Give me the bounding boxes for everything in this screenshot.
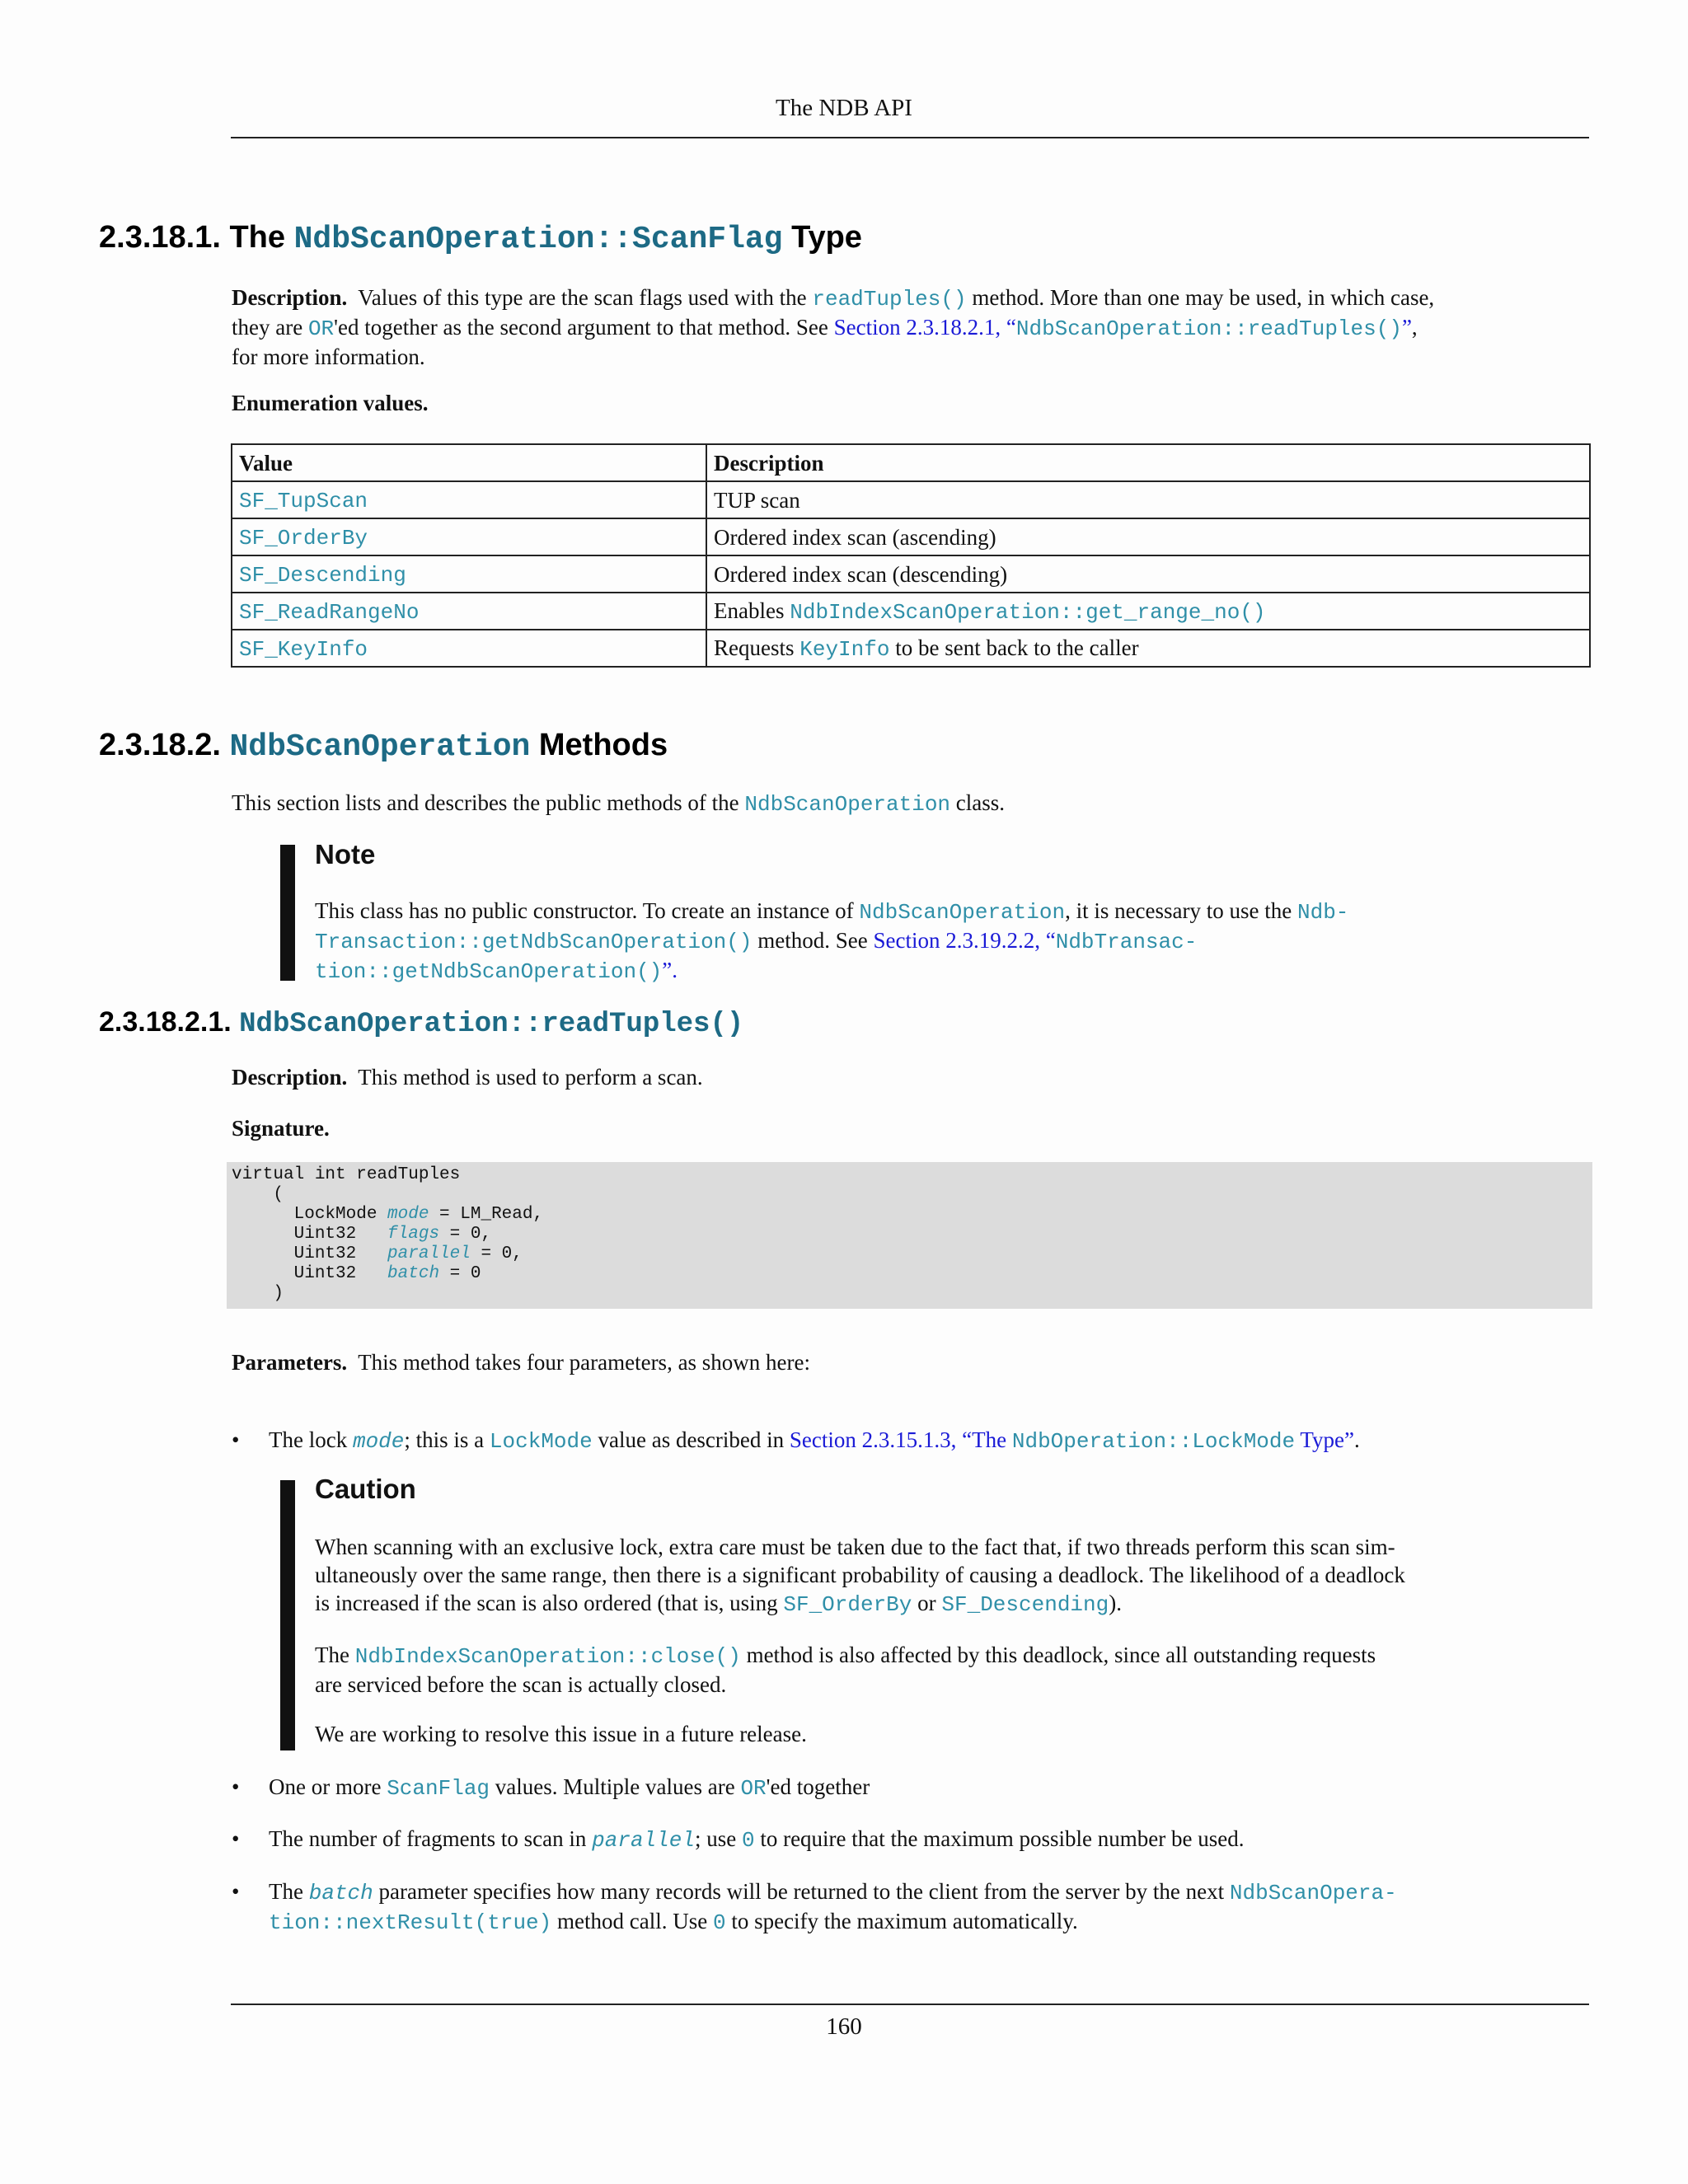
header-rule xyxy=(231,137,1589,138)
code-method: NdbScanOpera- xyxy=(1229,1881,1397,1905)
caution-bar xyxy=(280,1480,295,1750)
enum-description: to be sent back to the caller xyxy=(895,635,1139,660)
table-header-row xyxy=(232,444,1590,481)
code-class: NdbScanOperation xyxy=(744,792,951,817)
bullet: • xyxy=(232,1774,240,1799)
note-title: Note xyxy=(315,839,376,869)
code-method: NdbIndexScanOperation::close() xyxy=(354,1644,741,1669)
text: or xyxy=(917,1591,936,1615)
text: are serviced before the scan is actually closed. xyxy=(315,1672,727,1697)
parameters-label: Parameters. xyxy=(232,1350,348,1375)
caution-para-1 xyxy=(315,1533,1535,1619)
text: ; this is a xyxy=(404,1427,485,1452)
code-line: ( xyxy=(232,1185,284,1204)
signature-code-block xyxy=(227,1162,1592,1309)
text: for more information. xyxy=(232,344,425,369)
text: to require that the maximum possible number be used. xyxy=(760,1826,1245,1851)
code-or: OR xyxy=(740,1776,767,1801)
text: is increased if the scan is also ordered (that is, using xyxy=(315,1591,778,1615)
caution-title: Caution xyxy=(315,1474,416,1504)
text: . xyxy=(1353,1427,1360,1452)
bullet: • xyxy=(232,1879,240,1904)
text: When scanning with an exclusive lock, extra care must be taken due to the fact that, if two threads perform this scan sim- xyxy=(315,1535,1395,1559)
param-item-flags xyxy=(269,1773,1587,1802)
link-text: ” xyxy=(1401,315,1412,340)
bullet: • xyxy=(232,1826,240,1851)
note-body xyxy=(315,897,1535,986)
param-name: batch xyxy=(387,1264,440,1283)
section-heading-scanflag xyxy=(99,218,862,260)
code-flag: SF_Descending xyxy=(941,1592,1109,1617)
text: This class has no public constructor. To create an instance of xyxy=(315,898,854,923)
param-item-parallel xyxy=(269,1825,1587,1854)
caution-para-3: We are working to resolve this issue in a future release. xyxy=(315,1722,807,1746)
code-value: 0 xyxy=(712,1910,726,1935)
heading-code: NdbScanOperation::readTuples() xyxy=(239,1009,744,1040)
code-line: virtual int readTuples xyxy=(232,1165,461,1184)
text: 'ed together xyxy=(766,1774,870,1799)
signature-label: Signature. xyxy=(232,1116,330,1141)
link-text: Section 2.3.15.1.3, “The xyxy=(789,1427,1007,1452)
text: 'ed together as the second argument to that method. See xyxy=(334,315,828,340)
note-bar xyxy=(280,845,295,981)
text: This method is used to perform a scan. xyxy=(358,1065,703,1090)
section-link-lockmode[interactable] xyxy=(790,1427,1354,1452)
caution-para-2 xyxy=(315,1641,1535,1699)
text: value as described in xyxy=(598,1427,785,1452)
enum-value[interactable]: SF_KeyInfo xyxy=(239,636,368,662)
table-row xyxy=(232,630,1590,667)
text: method call. Use xyxy=(557,1909,708,1933)
code-rest: = 0, xyxy=(439,1225,492,1244)
code-value: 0 xyxy=(741,1828,755,1853)
param-name: parallel xyxy=(592,1828,695,1853)
link-text: Section 2.3.18.2.1, “ xyxy=(833,315,1016,340)
enum-description: Ordered index scan (descending) xyxy=(714,561,1008,587)
code-rest: = 0 xyxy=(439,1264,481,1283)
section-heading-methods xyxy=(99,725,668,767)
link-text: Type” xyxy=(1300,1427,1354,1452)
link-text: ”. xyxy=(662,958,678,982)
link-code: NdbScanOperation::readTuples() xyxy=(1015,316,1402,341)
readtuples-description xyxy=(232,1063,1590,1091)
text: This method takes four parameters, as shown here: xyxy=(358,1350,811,1375)
enum-description: Ordered index scan (ascending) xyxy=(714,524,996,550)
section-heading-readtuples xyxy=(99,1004,743,1043)
text: The xyxy=(269,1879,303,1904)
param-name: flags xyxy=(387,1225,440,1244)
code-method: Ndb- xyxy=(1297,900,1349,925)
code-method: Transaction::getNdbScanOperation() xyxy=(315,930,753,954)
enum-value[interactable]: SF_OrderBy xyxy=(239,525,368,551)
footer-rule xyxy=(231,2004,1589,2005)
text: This section lists and describes the public methods of the xyxy=(232,790,739,815)
param-name: mode xyxy=(352,1429,405,1454)
parameters-intro xyxy=(232,1348,1590,1376)
enum-value[interactable]: SF_TupScan xyxy=(239,488,368,513)
column-header-description: Description xyxy=(706,444,1590,481)
code-type: ScanFlag xyxy=(387,1776,490,1801)
text: ). xyxy=(1109,1591,1122,1615)
description-label: Description. xyxy=(232,1065,348,1090)
heading-text: Methods xyxy=(538,728,668,762)
description-label: Description. xyxy=(232,285,348,310)
text: The number of fragments to scan in xyxy=(269,1826,587,1851)
param-name: batch xyxy=(308,1881,373,1905)
enum-description-code[interactable]: NdbIndexScanOperation::get_range_no() xyxy=(790,599,1266,625)
enum-description: Enables xyxy=(714,598,785,623)
enum-values-table xyxy=(231,443,1591,668)
code-type: Uint32 xyxy=(232,1225,388,1244)
link-code: tion::getNdbScanOperation() xyxy=(315,959,663,984)
code-type: LockMode xyxy=(232,1205,388,1224)
param-item-batch xyxy=(269,1877,1587,1937)
code-readtuples: readTuples() xyxy=(812,287,967,312)
text: The xyxy=(315,1643,349,1667)
text: method. More than one may be used, in which case, xyxy=(972,285,1435,310)
link-code: NdbTransac- xyxy=(1055,930,1198,954)
code-class: NdbScanOperation xyxy=(859,900,1066,925)
enum-value[interactable]: SF_Descending xyxy=(239,562,406,588)
param-name: parallel xyxy=(387,1244,471,1263)
code-rest: = 0, xyxy=(470,1244,523,1263)
text: The lock xyxy=(269,1427,348,1452)
text: ; use xyxy=(694,1826,737,1851)
heading-code: NdbScanOperation xyxy=(229,729,531,765)
param-name: mode xyxy=(387,1205,429,1224)
code-or: OR xyxy=(307,316,335,341)
page-number: 160 xyxy=(826,2013,862,2040)
text: , xyxy=(1411,315,1418,340)
param-item-mode xyxy=(269,1426,1587,1455)
code-type: LockMode xyxy=(489,1429,593,1454)
enum-description: Requests xyxy=(714,635,795,660)
text: , it is necessary to use the xyxy=(1065,898,1292,923)
code-type: Uint32 xyxy=(232,1264,388,1283)
enum-description: TUP scan xyxy=(714,487,800,513)
code-rest: = LM_Read, xyxy=(429,1205,544,1224)
text: to specify the maximum automatically. xyxy=(731,1909,1078,1933)
scanflag-description xyxy=(232,284,1590,371)
code-method: tion::nextResult(true) xyxy=(269,1910,552,1935)
column-header-value: Value xyxy=(232,444,706,481)
text: they are xyxy=(232,315,303,340)
code-flag: SF_OrderBy xyxy=(783,1592,912,1617)
methods-intro xyxy=(232,789,1590,818)
text: parameter specifies how many records will be returned to the client from the server by the next xyxy=(378,1879,1225,1904)
enum-value[interactable]: SF_ReadRangeNo xyxy=(239,599,420,625)
text: values. Multiple values are xyxy=(495,1774,735,1799)
section-number: 2.3.18.2. xyxy=(99,728,221,762)
table-row xyxy=(232,518,1590,555)
running-header: The NDB API xyxy=(776,95,912,121)
text: method. See xyxy=(757,928,868,953)
text: One or more xyxy=(269,1774,382,1799)
text: Values of this type are the scan flags used with the xyxy=(358,285,807,310)
enum-values-label: Enumeration values. xyxy=(232,391,429,415)
link-text: Section 2.3.19.2.2, “ xyxy=(873,928,1056,953)
text: class. xyxy=(955,790,1006,815)
enum-description-code[interactable]: KeyInfo xyxy=(799,636,890,662)
bullet: • xyxy=(232,1427,240,1452)
table-row xyxy=(232,593,1590,630)
section-number: 2.3.18.1. xyxy=(99,220,221,255)
heading-text: Type xyxy=(791,220,862,255)
table-row xyxy=(232,481,1590,518)
section-number: 2.3.18.2.1. xyxy=(99,1006,232,1038)
link-code: NdbOperation::LockMode xyxy=(1011,1429,1296,1454)
heading-code: NdbScanOperation::ScanFlag xyxy=(293,222,783,257)
section-link-readtuples[interactable] xyxy=(834,315,1412,340)
code-line: ) xyxy=(232,1284,284,1303)
text: ultaneously over the same range, then there is a significant probability of causing a deadlock. The likelihood of a deadlock xyxy=(315,1563,1405,1587)
heading-text: The xyxy=(229,220,286,255)
text: method is also affected by this deadlock, since all outstanding requests xyxy=(746,1643,1376,1667)
code-type: Uint32 xyxy=(232,1244,388,1263)
table-row xyxy=(232,555,1590,593)
